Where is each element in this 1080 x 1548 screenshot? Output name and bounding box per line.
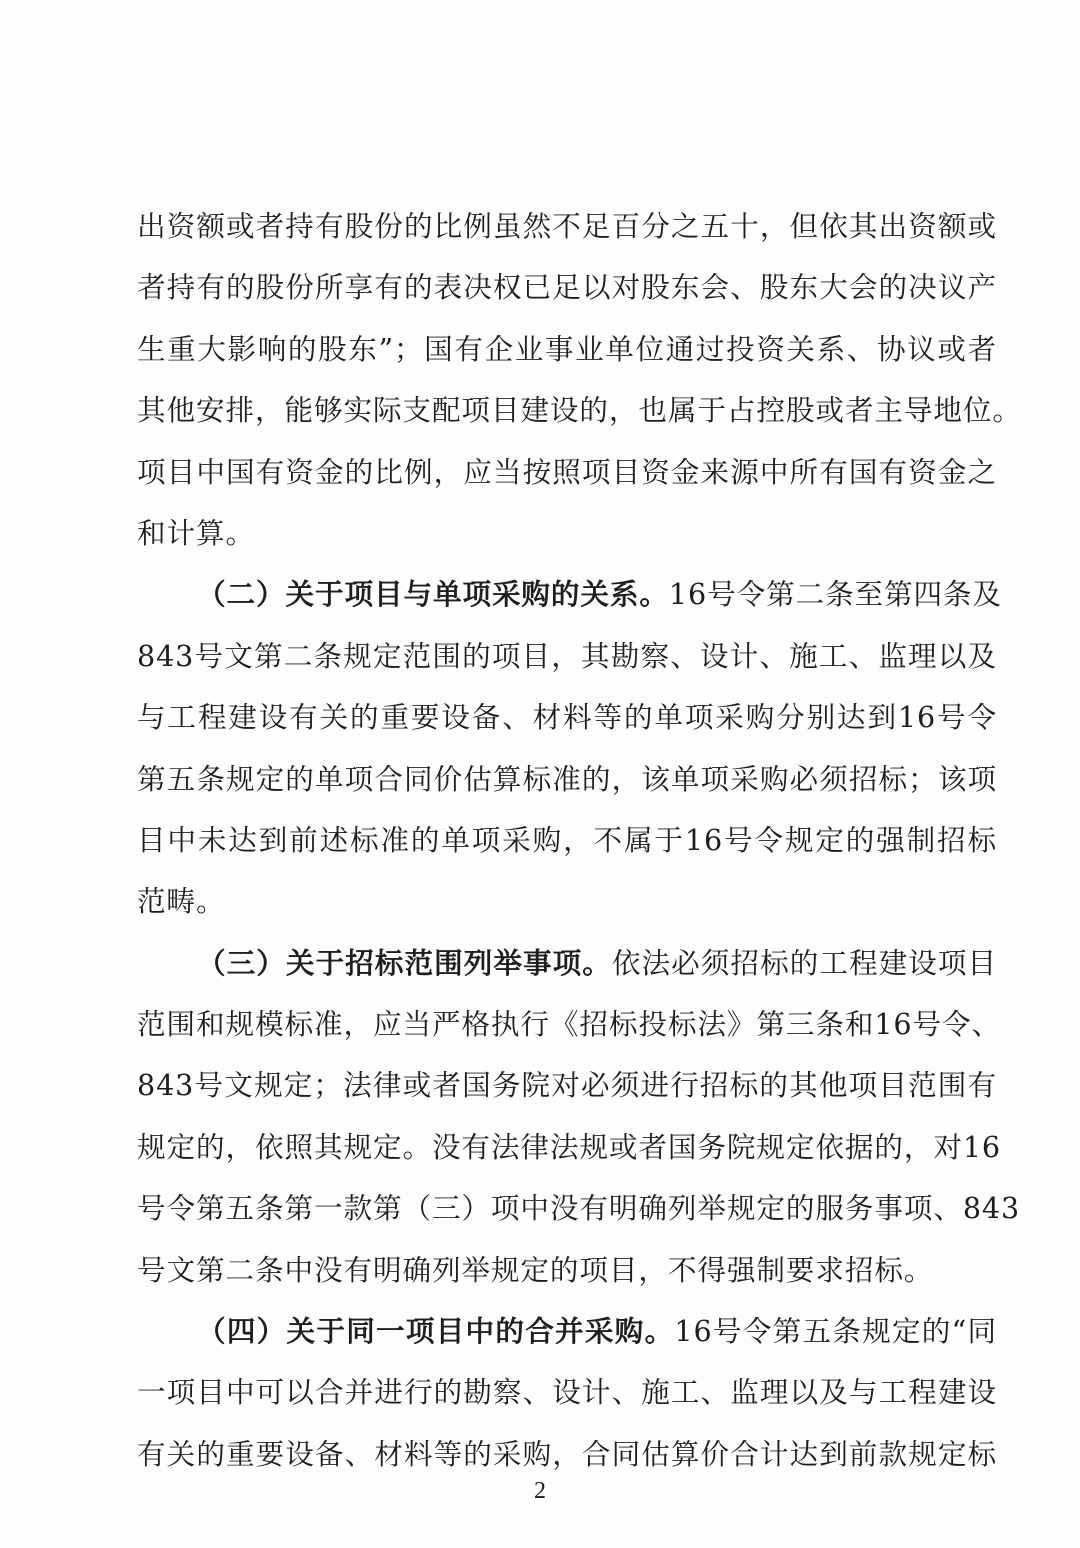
text-line [137,319,997,380]
text-line [137,687,997,748]
line-text: 生重大影响的股东”；国有企业事业单位通过投资关系、协议或者 [137,331,997,366]
document-body [137,196,1022,1485]
line-text: 依法必须招标的工程建设项目 [611,945,997,980]
section-heading-line [137,564,1003,625]
text-line [137,1362,997,1423]
line-text: 号文第二条中没有明确列举规定的项目，不得强制要求招标。 [137,1252,934,1287]
text-line [137,503,997,564]
text-line [137,257,997,318]
line-text: 规定的，依照其规定。没有法律法规或者国务院规定依据的，对16 [137,1129,1002,1164]
text-line [137,1055,997,1116]
line-text: 843号文第二条规定范围的项目，其勘察、设计、施工、监理以及 [137,638,997,673]
line-text: 第五条规定的单项合同价估算标准的，该单项采购必须招标；该项 [137,761,997,796]
line-text: 其他安排，能够实际支配项目建设的，也属于占控股或者主导地位。 [137,393,1022,428]
line-text: 项目中国有资金的比例，应当按照项目资金来源中所有国有资金之 [137,454,997,489]
line-text: 843号文规定；法律或者国务院对必须进行招标的其他项目范围有 [137,1068,997,1103]
text-line [137,196,997,257]
line-text: 16号令第二条至第四条及 [668,577,1003,612]
section-heading: （四）关于同一项目中的合并采购。 [197,1314,675,1349]
line-text: 目中未达到前述标准的单项采购，不属于16号令规定的强制招标 [137,822,997,857]
text-line [137,994,1002,1055]
text-line [137,1424,997,1485]
text-line [137,442,997,503]
text-line [137,1178,1021,1239]
line-text: 范围和规模标准，应当严格执行《招标投标法》第三条和16号令、 [137,1007,1002,1042]
line-text: 16号令第五条规定的“同 [674,1314,997,1349]
line-text: 与工程建设有关的重要设备、材料等的单项采购分别达到16号令 [137,700,997,735]
section-heading-line [137,1301,997,1362]
section-heading-line [137,933,997,994]
line-text: 者持有的股份所享有的表决权已足以对股东会、股东大会的决议产 [137,270,997,305]
line-text: 一项目中可以合并进行的勘察、设计、施工、监理以及与工程建设 [137,1375,997,1410]
line-text: 出资额或者持有股份的比例虽然不足百分之五十，但依其出资额或 [137,209,997,243]
line-text: 号令第五条第一款第（三）项中没有明确列举规定的服务事项、843 [137,1191,1021,1226]
text-line [137,380,1022,441]
section-heading: （三）关于招标范围列举事项。 [197,945,612,980]
page-number: 2 [534,1478,546,1504]
line-text: 和计算。 [137,515,255,550]
text-line [137,749,997,810]
line-text: 范畴。 [137,884,226,919]
section-heading: （二）关于项目与单项采购的关系。 [197,577,669,612]
text-line [137,626,997,687]
text-line [137,810,997,871]
line-text: 有关的重要设备、材料等的采购，合同估算价合计达到前款规定标 [137,1436,997,1471]
text-line [137,1240,997,1301]
text-line [137,871,997,932]
text-line [137,1117,1002,1178]
